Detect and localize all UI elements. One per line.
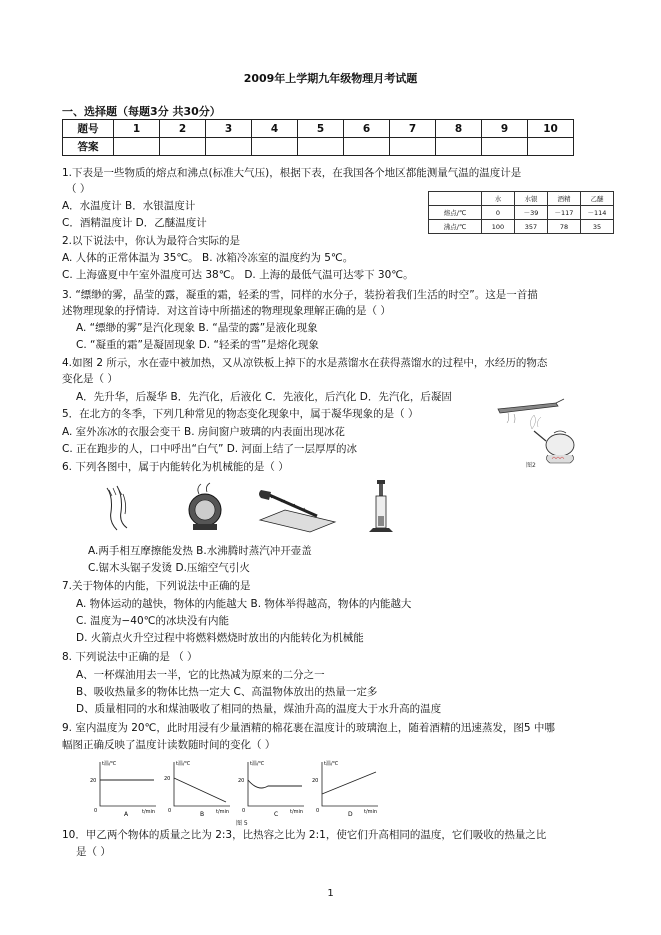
- fig5-ylabel: t温/℃: [102, 761, 117, 767]
- fig5-xlabel: t/min: [142, 809, 156, 815]
- properties-cell: 沸点/℃: [429, 220, 482, 234]
- answer-cell[interactable]: [344, 138, 390, 156]
- answer-table-number: 10: [528, 120, 574, 138]
- answer-table-row-label: 题号: [63, 120, 114, 138]
- properties-cell: 78: [548, 220, 581, 234]
- q4-stem: 4.如图 2 所示，水在壶中被加热，又从凉铁板上掉下的水是蒸馏水在获得蒸馏水的过程中，水经历的物态: [62, 357, 548, 369]
- properties-cell: 357: [515, 220, 548, 234]
- q6-options-cd: C.锯木头锯子发烫 D.压缩空气引火: [88, 562, 250, 574]
- q9-stem: 9. 室内温度为 20℃，此时用浸有少量酒精的棉花裹在温度计的玻璃泡上，随着酒精的迅速蒸发，图5 中哪: [62, 722, 555, 734]
- properties-cell: －39: [515, 206, 548, 220]
- page-title: 2009年上学期九年级物理月考试题: [243, 72, 418, 85]
- fig5-origin: 0: [316, 808, 320, 814]
- fig5-ylabel: t温/℃: [324, 761, 339, 767]
- properties-cell: 35: [581, 220, 614, 234]
- fig5-panel-label: A: [124, 811, 129, 818]
- answer-table-number: 5: [298, 120, 344, 138]
- answer-cell[interactable]: [298, 138, 344, 156]
- answer-cell[interactable]: [206, 138, 252, 156]
- answer-cell[interactable]: [252, 138, 298, 156]
- q8-stem: 8. 下列说法中正确的是 （ ）: [62, 651, 198, 663]
- q1-stem: 1.下表是一些物质的熔点和沸点(标准大气压)，根据下表，在我国各个地区都能测量气温的温度计是: [62, 167, 522, 179]
- fig5-panel-d: [312, 760, 378, 818]
- kettle-distillation-figure: [494, 395, 586, 471]
- answer-cell[interactable]: [528, 138, 574, 156]
- fig5-caption: 图 5: [236, 820, 248, 827]
- q7-option-d: D. 火箭点火升空过程中将燃料燃烧时放出的内能转化为机械能: [76, 632, 364, 644]
- fig5-origin: 0: [242, 808, 246, 814]
- fig5-ylabel: t温/℃: [250, 761, 265, 767]
- properties-cell: 熔点/℃: [429, 206, 482, 220]
- boiling-kettle-icon: [189, 483, 221, 530]
- fig5-ylabel: t温/℃: [176, 761, 191, 767]
- properties-cell: －117: [548, 206, 581, 220]
- q4-stem-cont: 变化是（ ）: [62, 373, 118, 385]
- answer-table-number: 2: [160, 120, 206, 138]
- q7-stem: 7.关于物体的内能，下列说法中正确的是: [62, 580, 251, 592]
- answer-table-number: 6: [344, 120, 390, 138]
- section-heading: 一、选择题（每题3分 共30分）: [62, 105, 221, 118]
- answer-table: [62, 119, 574, 156]
- fig5-origin: 0: [168, 808, 172, 814]
- saw-wood-icon: [259, 490, 335, 532]
- properties-header: 乙醚: [581, 192, 614, 206]
- answer-cell[interactable]: [114, 138, 160, 156]
- answer-cell[interactable]: [160, 138, 206, 156]
- answer-table-number: 1: [114, 120, 160, 138]
- q3-options-cd: C. “凝重的霜”是凝固现象 D. “轻柔的雪”是熔化现象: [76, 339, 319, 351]
- q5-stem: 5．在北方的冬季，下列几种常见的物态变化现象中，属于凝华现象的是（ ）: [62, 408, 419, 420]
- fig5-ytick: 20: [90, 778, 97, 784]
- q8-option-a: A、一杯煤油用去一半，它的比热减为原来的二分之一: [76, 669, 325, 681]
- fig5-xlabel: t/min: [216, 809, 230, 815]
- q7-option-c: C. 温度为−40℃的冰块没有内能: [76, 615, 229, 627]
- properties-header: [429, 192, 482, 206]
- fig5-ytick: 20: [238, 778, 245, 784]
- q5-options-cd: C. 正在跑步的人，口中呼出“白气” D. 河面上结了一层厚厚的冰: [62, 443, 357, 455]
- fig5-ytick: 20: [312, 778, 319, 784]
- q3-options-ab: A. “缥缈的雾”是汽化现象 B. “晶莹的露”是液化现象: [76, 322, 318, 334]
- fig5-panel-label: B: [200, 811, 205, 818]
- properties-row-boiling: [429, 220, 614, 234]
- answer-table-row-label: 答案: [63, 138, 114, 156]
- fig5-ytick: 20: [164, 776, 171, 782]
- answer-table-number: 8: [436, 120, 482, 138]
- answer-table-answer-row: [63, 138, 574, 156]
- answer-cell[interactable]: [482, 138, 528, 156]
- properties-header-row: [429, 192, 614, 206]
- fig5-graphs: [88, 758, 388, 820]
- q6-stem: 6. 下列各图中，属于内能转化为机械能的是（ ）: [62, 461, 289, 473]
- fig5-origin: 0: [94, 808, 98, 814]
- q7-options-ab: A. 物体运动的越快，物体的内能越大 B. 物体举得越高，物体的内能越大: [76, 598, 412, 610]
- q1-options-cd: C．酒精温度计 D．乙醚温度计: [62, 217, 207, 229]
- properties-table: [428, 191, 614, 234]
- q1-paren: （ ）: [66, 183, 91, 195]
- answer-table-number: 4: [252, 120, 298, 138]
- fig5-panel-c: [238, 760, 304, 818]
- properties-header: 水银: [515, 192, 548, 206]
- fig5-xlabel: t/min: [364, 809, 378, 815]
- answer-table-number: 7: [390, 120, 436, 138]
- q2-options-ab: A. 人体的正常体温为 35℃。 B. 冰箱冷冻室的温度约为 5℃。: [62, 252, 354, 264]
- properties-cell: 100: [482, 220, 515, 234]
- q3-stem: 3. “缥缈的雾，晶莹的露，凝重的霜，轻柔的雪，同样的水分子，装扮着我们生活的时空”。这是一首描: [62, 289, 538, 301]
- hands-rubbing-icon: [107, 486, 127, 530]
- q10-stem: 10．甲乙两个物体的质量之比为 2:3，比热容之比为 2:1，使它们升高相同的温度，它们吸收的热量之比: [62, 829, 547, 841]
- q3-stem-cont: 述物理现象的抒情诗．对这首诗中所描述的物理现象理解正确的是（ ）: [62, 305, 391, 317]
- fig5-panel-b: [164, 760, 230, 818]
- answer-cell[interactable]: [390, 138, 436, 156]
- fig2-label: 图2: [526, 462, 536, 469]
- q5-options-ab: A. 室外冻冰的衣服会变干 B. 房间窗户玻璃的内表面出现冰花: [62, 426, 345, 438]
- properties-cell: －114: [581, 206, 614, 220]
- answer-table-number: 9: [482, 120, 528, 138]
- page-number: 1: [327, 888, 334, 899]
- answer-table-number: 3: [206, 120, 252, 138]
- q4-options: A．先升华，后凝华 B．先汽化，后液化 C．先液化，后汽化 D．先汽化，后凝固: [76, 391, 452, 403]
- answer-table-number-row: [63, 120, 574, 138]
- properties-header: 酒精: [548, 192, 581, 206]
- q2-stem: 2.以下说法中，你认为最符合实际的是: [62, 235, 241, 247]
- q6-figures: [95, 480, 425, 540]
- fig5-xlabel: t/min: [290, 809, 304, 815]
- q1-options-ab: A．水温度计 B．水银温度计: [62, 200, 196, 212]
- properties-row-melting: [429, 206, 614, 220]
- fig5-panel-label: C: [274, 811, 279, 818]
- q6-options-ab: A.两手相互摩擦能发热 B.水沸腾时蒸汽冲开壶盖: [88, 545, 312, 557]
- answer-cell[interactable]: [436, 138, 482, 156]
- q10-stem-cont: 是（ ）: [76, 846, 111, 858]
- q9-stem-cont: 幅图正确反映了温度计读数随时间的变化（ ）: [62, 739, 276, 751]
- properties-cell: 0: [482, 206, 515, 220]
- q8-options-bc: B、吸收热量多的物体比热一定大 C、高温物体放出的热量一定多: [76, 686, 378, 698]
- q2-options-cd: C. 上海盛夏中午室外温度可达 38℃。 D. 上海的最低气温可达零下 30℃。: [62, 269, 414, 281]
- properties-header: 水: [482, 192, 515, 206]
- compression-pump-icon: [369, 480, 393, 532]
- q8-option-d: D、质量相同的水和煤油吸收了相同的热量，煤油升高的温度大于水升高的温度: [76, 703, 442, 715]
- fig5-panel-label: D: [348, 811, 353, 818]
- fig5-panel-a: [90, 760, 156, 818]
